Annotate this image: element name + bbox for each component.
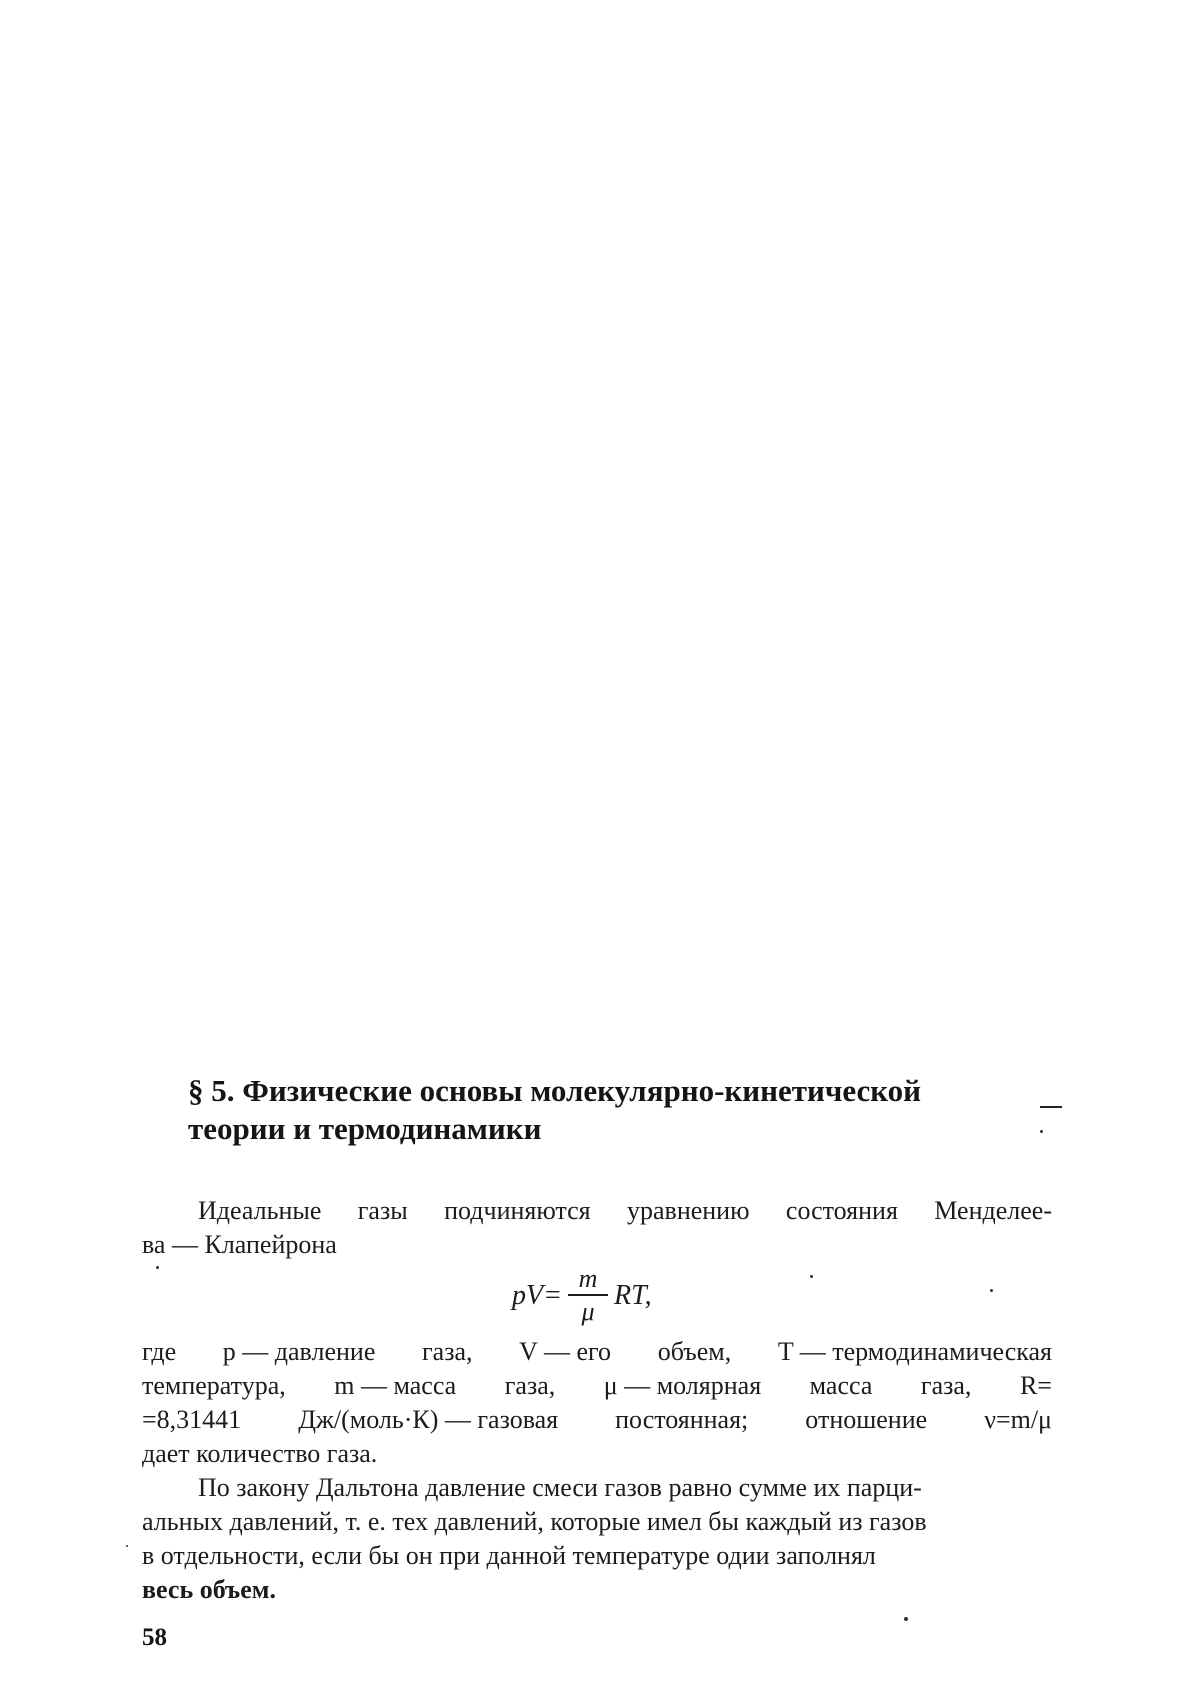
paragraph-ideal-gas [142, 1194, 1052, 1262]
word: объем, [657, 1337, 732, 1366]
word: отношение [805, 1405, 928, 1434]
word: =8,31441 [142, 1405, 242, 1434]
word: уравнению [627, 1196, 750, 1225]
word: температура, [142, 1371, 286, 1400]
formula-right: RT, [614, 1280, 652, 1311]
paragraph-dalton-law [142, 1471, 1052, 1607]
word: подчиняются [444, 1196, 591, 1225]
word: μ — молярная [603, 1371, 762, 1400]
paragraph-line: По законy Дальтона давление смеси газов равно сумме их парци- [198, 1473, 922, 1502]
formula-fraction [568, 1264, 608, 1328]
mendeleev-clapeyron-formula [512, 1264, 652, 1328]
paragraph-line [142, 1369, 1052, 1403]
formula-numerator: m [578, 1264, 598, 1293]
word: газа, [920, 1371, 972, 1400]
word: где [142, 1337, 177, 1366]
word: ν=m/μ [984, 1405, 1052, 1434]
scan-artifact [156, 1266, 159, 1269]
paragraph-line: альных давлений, т. е. тех давлений, которые имел бы каждый из газов [142, 1507, 927, 1536]
formula-left: pV= [512, 1280, 562, 1311]
paragraph-line [142, 1403, 1052, 1437]
word: m — масса [334, 1371, 457, 1400]
heading-line-2: теории и термодинамики [188, 1111, 542, 1146]
word: масса [809, 1371, 873, 1400]
paragraph-line: весь объем. [142, 1575, 276, 1604]
scan-artifact [1040, 1106, 1062, 1108]
paragraph-line [142, 1335, 1052, 1369]
word: газа, [504, 1371, 556, 1400]
word: Дж/(моль·К) — газовая [298, 1405, 559, 1434]
section-heading [188, 1072, 1058, 1148]
paragraph-definitions [142, 1335, 1052, 1471]
word: V — его [519, 1337, 612, 1366]
paragraph-line: дает количество газа. [142, 1439, 378, 1468]
scan-artifact [1040, 1130, 1043, 1133]
word: R= [1019, 1371, 1052, 1400]
heading-line-1: § 5. Физические основы молекулярно-кинетической [188, 1073, 922, 1108]
paragraph-line [142, 1194, 1052, 1228]
word: Менделее- [934, 1196, 1052, 1225]
scan-artifact [904, 1617, 908, 1621]
word: Идеальные [198, 1196, 322, 1225]
page-number: 58 [142, 1624, 167, 1651]
word: T — термодинамическая [777, 1337, 1052, 1366]
scan-artifact [126, 1545, 128, 1547]
formula-denominator: μ [581, 1297, 595, 1326]
word: состояния [785, 1196, 898, 1225]
paragraph-line: в отдельности, если бы он при данной температуре одии заполнял [142, 1541, 876, 1570]
word: постоянная; [615, 1405, 749, 1434]
word: газа, [422, 1337, 473, 1366]
word: газы [357, 1196, 408, 1225]
scan-artifact [810, 1275, 813, 1278]
paragraph-line: ва — Клапейрона [142, 1230, 337, 1259]
word: p — давление [222, 1337, 376, 1366]
scan-artifact [990, 1289, 993, 1292]
